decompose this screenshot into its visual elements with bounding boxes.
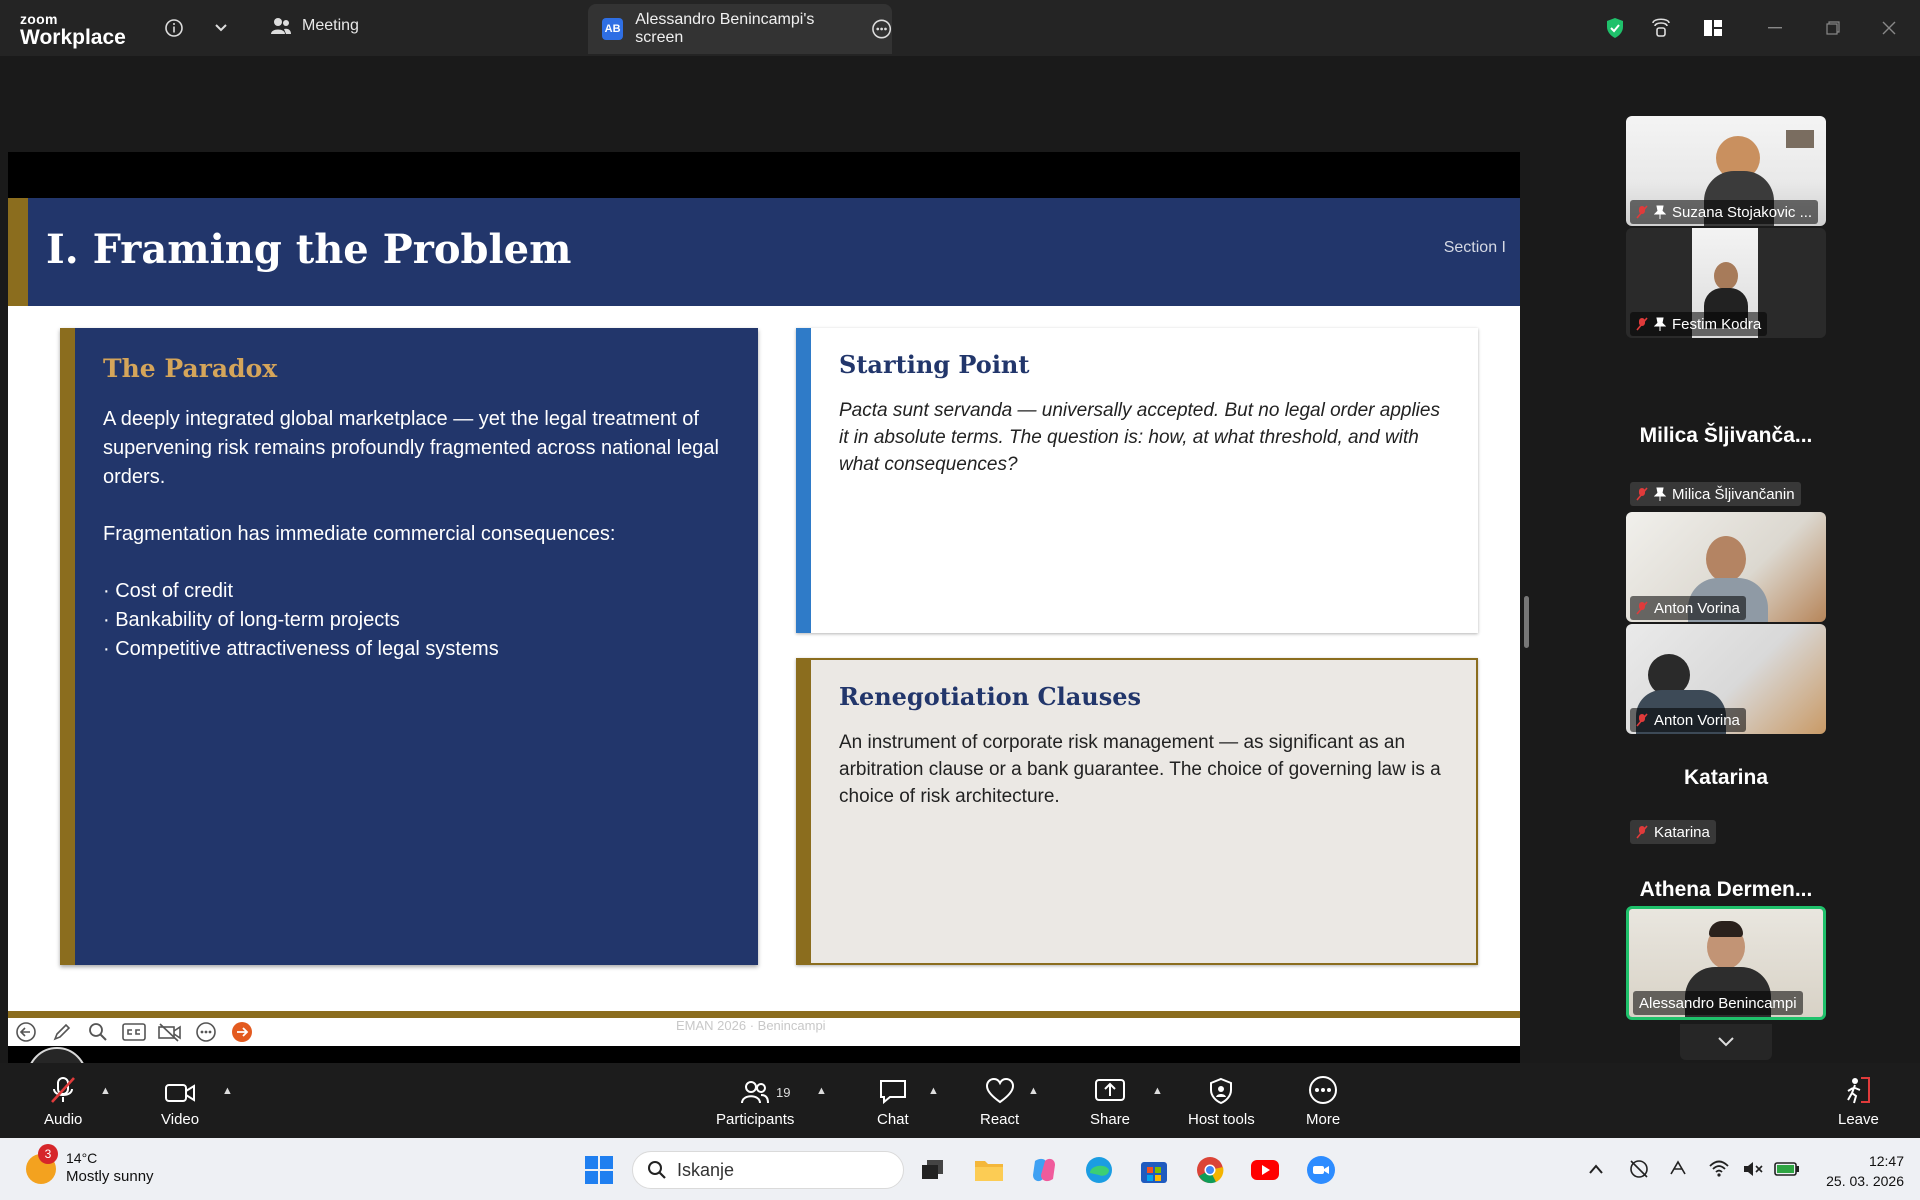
windows-start-icon[interactable] [582,1153,616,1187]
zoom-app-icon[interactable] [1304,1153,1338,1187]
temperature: 14°C [66,1150,98,1166]
participant-label [1630,708,1746,732]
host-tools-label: Host tools [1188,1111,1255,1128]
edge-browser-icon[interactable] [1082,1153,1116,1187]
participants-label: Participants [716,1111,795,1128]
logo-line2: Workplace [20,26,126,49]
heart-icon [985,1075,1015,1105]
mic-muted-icon [1636,205,1648,219]
share-button[interactable] [1090,1075,1130,1128]
mic-muted-icon [1636,487,1648,501]
clock-date: 25. 03. 2026 [1826,1173,1904,1189]
name-tile[interactable] [1626,736,1826,846]
video-button[interactable] [161,1075,199,1128]
chat-button[interactable] [877,1075,909,1128]
share-options-caret-icon[interactable]: ▲ [1152,1085,1163,1097]
more-icon[interactable] [192,1020,220,1044]
renegotiation-text: An instrument of corporate risk management — as significant as an arbitration clause or a bank guarantee. The choice of governing law is a choice of risk architecture. [839,732,1441,807]
renegotiation-heading: Renegotiation Clauses [839,682,1142,711]
participant-name: Anton Vorina [1654,711,1740,729]
slide-title: I. Framing the Problem [46,226,572,273]
chrome-icon[interactable] [1193,1153,1227,1187]
slide [8,198,1520,1046]
slide-frame [8,152,1520,1095]
paradox-text-2: Fragmentation has immediate commercial consequences: [103,523,616,545]
pin-icon [1654,487,1666,501]
video-tile[interactable] [1626,116,1826,226]
pen-tool-icon[interactable] [48,1020,76,1044]
audio-label: Audio [44,1111,83,1128]
mic-muted-icon [1636,601,1648,615]
participant-display-name: Athena Dermen... [1639,878,1813,901]
react-button[interactable] [980,1075,1019,1128]
panel-resize-handle[interactable] [1524,596,1529,648]
chat-options-caret-icon[interactable]: ▲ [928,1085,939,1097]
system-clock[interactable] [1826,1151,1904,1191]
youtube-icon[interactable] [1248,1153,1282,1187]
recording-icon[interactable] [1648,15,1674,41]
camera-icon [164,1075,196,1105]
scroll-down-button[interactable] [1680,1024,1772,1060]
participant-name: Anton Vorina [1654,599,1740,617]
paradox-heading: The Paradox [103,354,278,383]
logo-line1: zoom [20,11,58,27]
participant-name: Festim Kodra [1672,315,1762,333]
participant-label [1630,200,1818,224]
host-tools-button[interactable] [1188,1075,1255,1128]
paradox-card [60,328,758,965]
participants-options-caret-icon[interactable]: ▲ [816,1085,827,1097]
share-label: Share [1090,1111,1131,1128]
leave-icon [1843,1075,1873,1105]
pin-icon [1654,317,1666,331]
video-tile[interactable] [1626,512,1826,622]
participants-panel [1600,56,1920,1063]
more-button[interactable] [1306,1075,1340,1128]
video-tile[interactable] [1626,624,1826,734]
chat-icon [878,1075,908,1105]
slide-footer-line [8,1011,1520,1018]
slide-header [8,198,1520,306]
restore-icon[interactable] [1820,15,1846,41]
title-bar [0,0,1920,56]
meeting-tab-label: Meeting [302,17,359,34]
pin-icon [1654,205,1666,219]
participant-label [1633,991,1803,1015]
people-icon [270,16,292,36]
participant-label [1630,482,1801,506]
more-label: More [1306,1111,1341,1128]
video-label: Video [161,1111,200,1128]
react-label: React [980,1111,1020,1128]
shield-icon [1208,1075,1234,1105]
bullet-item: · Competitive attractiveness of legal systems [103,638,499,660]
tab-meeting[interactable] [270,16,359,36]
zoom-slide-icon[interactable] [84,1020,112,1044]
tab-shared-screen[interactable] [588,4,892,54]
notification-badge: 3 [38,1144,58,1164]
starting-point-heading: Starting Point [839,350,1030,379]
slide-footer-text: EMAN 2026 · Benincampi [676,1018,826,1033]
participant-name: Suzana Stojakovic ... [1672,203,1813,221]
sync-off-icon[interactable] [1628,1158,1650,1180]
more-options-icon[interactable] [871,18,892,40]
participants-count: 19 [776,1085,791,1100]
battery-icon[interactable] [1774,1158,1800,1180]
shared-screen-area [0,56,1560,1063]
participant-name: Milica Šljivančanin [1672,485,1795,503]
microsoft-store-icon[interactable] [1137,1153,1171,1187]
bullet-item: · Cost of credit [103,580,234,602]
zoom-logo [20,12,126,48]
language-icon[interactable] [1668,1158,1690,1180]
slide-section-label: Section I [1443,239,1506,256]
more-icon [1308,1075,1338,1105]
tray-expand-icon[interactable] [1588,1158,1604,1180]
video-options-caret-icon[interactable]: ▲ [222,1085,233,1097]
participants-button[interactable] [716,1075,794,1128]
captions-icon[interactable] [120,1020,148,1044]
bullet-item: · Bankability of long-term projects [103,609,400,631]
camera-off-icon[interactable] [156,1020,184,1044]
mic-muted-icon [48,1075,78,1105]
sun-icon [26,1147,56,1184]
leave-label: Leave [1838,1111,1879,1128]
participants-icon [740,1075,770,1105]
chevron-down-icon [1717,1036,1735,1048]
meeting-toolbar [0,1063,1920,1138]
mic-muted-icon [1636,713,1648,727]
chevron-down-icon[interactable] [208,15,234,41]
windows-taskbar [0,1138,1920,1200]
clock-time: 12:47 [1868,1153,1904,1169]
paradox-text-1: A deeply integrated global marketplace — yet the legal treatment of supervening risk remains profoundly fragmented across national legal orders. [103,408,719,488]
search-placeholder: Iskanje [677,1159,735,1180]
wifi-icon[interactable] [1708,1158,1730,1180]
mic-muted-icon [1636,317,1648,331]
screen-tab-label: Alessandro Benincampi's screen [635,11,815,46]
encryption-shield-icon[interactable] [1602,15,1628,41]
leave-button[interactable] [1838,1075,1879,1128]
starting-point-text: Pacta sunt servanda — universally accepted. But no legal order applies it in absolute terms. The question is: how, at what threshold, and with what consequences? [839,400,1440,475]
participant-name: Alessandro Benincampi [1639,994,1797,1012]
share-screen-icon [1094,1075,1126,1105]
react-options-caret-icon[interactable]: ▲ [1028,1085,1039,1097]
video-tile[interactable] [1626,228,1826,338]
participant-label [1630,820,1716,844]
task-view-icon[interactable] [916,1153,950,1187]
copilot-icon[interactable] [1027,1153,1061,1187]
active-speaker-tile[interactable] [1626,906,1826,1020]
view-layout-icon[interactable] [1700,15,1726,41]
participant-label [1630,596,1746,620]
minimize-icon[interactable] [1762,15,1788,41]
taskbar-search-input[interactable] [632,1151,904,1189]
chat-label: Chat [877,1111,909,1128]
prev-slide-icon[interactable] [12,1020,40,1044]
audio-button[interactable] [44,1075,82,1128]
search-icon [647,1160,667,1180]
close-icon[interactable] [1876,15,1902,41]
file-explorer-icon[interactable] [972,1153,1006,1187]
mic-muted-icon [1636,825,1648,839]
renegotiation-card [796,658,1478,965]
sharer-avatar: AB [602,18,623,40]
participant-label [1630,312,1767,336]
presenter-toolbar [12,1020,256,1044]
participant-display-name: Katarina [1683,766,1769,789]
weather-condition: Mostly sunny [66,1168,154,1185]
header-accent-bar [8,198,28,306]
participant-name: Katarina [1654,823,1710,841]
info-icon[interactable] [161,15,187,41]
audio-options-caret-icon[interactable]: ▲ [100,1085,111,1097]
weather-widget[interactable] [26,1147,154,1185]
name-tile[interactable] [1626,398,1826,508]
starting-point-card [796,328,1478,633]
next-slide-icon[interactable] [228,1020,256,1044]
participant-display-name: Milica Šljivanča... [1639,424,1813,447]
volume-muted-icon[interactable] [1742,1158,1764,1180]
